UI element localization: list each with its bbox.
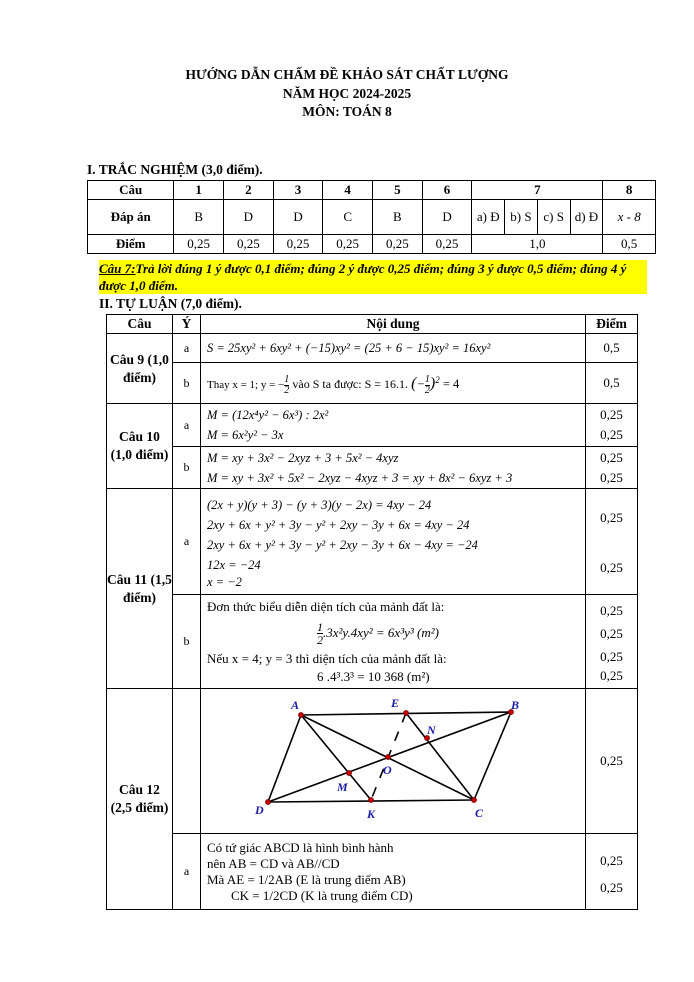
q9-a-score: 0,5 — [586, 334, 638, 363]
score: 0,25 — [600, 509, 623, 525]
header-item: Ý — [173, 315, 201, 334]
item-a: a — [173, 334, 201, 363]
score-cell: 1,0 — [472, 235, 603, 254]
q10-b-line1: M = xy + 3x² − 2xyz + 3 + 5x² − 4xyz — [207, 450, 399, 465]
score: 0,25 — [600, 449, 623, 465]
q9-label: Câu 9 (1,0 điểm) — [107, 334, 173, 404]
q9-b-content: Thay x = 1; y = − $\frac{1}{2}$ vào S ta được: S = 16.1. (− $\frac{1}{2}$ )$^2$ = 4 — [201, 363, 586, 404]
q11-a-line: 2xy + 6x + y² + 3y − y² + 2xy − 3y + 6x = 4xy − 24 — [207, 517, 470, 532]
q10-a-line1: M = (12x⁴y² − 6x³) : 2x² — [207, 408, 329, 422]
q9-b-suffix: = 4 — [442, 377, 460, 392]
parallelogram-figure — [201, 689, 586, 829]
score-cell: 0,25 — [273, 235, 323, 254]
q11-a-line: (2x + y)(y + 3) − (y + 3)(y − 2x) = 4xy − 24 — [207, 497, 432, 512]
score-cell: 0,25 — [224, 235, 274, 254]
score: 0,25 — [600, 649, 623, 664]
note-text: Trả lời đúng 1 ý được 0,1 điểm; đúng 2 ý được 0,25 điểm; đúng 3 ý được 0,5 điểm; đúng 4 ý được 1,0 điểm. — [99, 261, 627, 293]
answer-cell: C — [323, 200, 373, 235]
score-cell: 0,5 — [603, 235, 656, 254]
q7-scoring-note — [99, 260, 647, 294]
q12-a-line: nên AB = CD và AB//CD — [207, 855, 340, 871]
q10-label: Câu 10 (1,0 điểm) — [107, 404, 173, 489]
q12-label: Câu 12 (2,5 điểm) — [107, 689, 173, 910]
q9-b-score: 0,5 — [586, 363, 638, 404]
q12-a-line: Có tứ giác ABCD là hình bình hành — [207, 839, 394, 855]
item-b: b — [173, 595, 201, 689]
header-question: Câu — [107, 315, 173, 334]
score: 0,25 — [600, 668, 623, 683]
answer-cell: B — [174, 200, 224, 235]
q12-a-content — [201, 834, 586, 910]
q11-a-line: x = −2 — [207, 574, 242, 589]
segment-bc — [474, 712, 511, 800]
score: 0,25 — [600, 603, 623, 618]
score: 0,25 — [600, 626, 623, 641]
answer-cell: B — [373, 200, 423, 235]
q12-a-score — [586, 834, 638, 910]
item-empty — [173, 689, 201, 834]
q11-b-formula — [207, 616, 585, 650]
frac-den: 2 — [424, 385, 430, 397]
question-number: 6 — [422, 181, 472, 200]
q10-a-content — [201, 404, 586, 447]
multiple-choice-table — [87, 180, 656, 254]
q8-answer: x - 8 — [603, 200, 656, 235]
score-cell: 0,25 — [373, 235, 423, 254]
question-number: 3 — [273, 181, 323, 200]
label-n: N — [427, 723, 436, 737]
score: 0,25 — [600, 469, 623, 485]
label-o: O — [383, 763, 392, 777]
fraction — [284, 375, 289, 396]
essay-answer-table — [106, 314, 638, 910]
q9-b-mid: vào S ta được: S = 16.1. — [292, 377, 409, 392]
question-number: 2 — [224, 181, 274, 200]
frac-num: 1 — [317, 620, 323, 635]
q11-a-content — [201, 489, 586, 595]
item-a: a — [173, 489, 201, 595]
q10-a-score — [586, 404, 638, 447]
item-a: a — [173, 404, 201, 447]
doc-title-line2: NĂM HỌC 2024-2025 — [282, 86, 412, 101]
label-c: C — [475, 806, 484, 820]
q9-a-content: S = 25xy² + 6xy² + (−15)xy² = (25 + 6 − 15)xy² = 16xy² — [201, 334, 586, 363]
score: 0,25 — [600, 852, 623, 868]
q12-a-line: CK = 1/2CD (K là trung điểm CD) — [231, 887, 413, 903]
q10-a-line2: M = 6x²y² − 3x — [207, 428, 284, 442]
question-number: 4 — [323, 181, 373, 200]
question-number: 8 — [603, 181, 656, 200]
label-d: D — [255, 803, 264, 817]
answer-cell: D — [422, 200, 472, 235]
answer-cell: D — [273, 200, 323, 235]
q10-b-score — [586, 447, 638, 489]
q11-a-line: 2xy + 6x + y² + 3y − y² + 2xy − 3y + 6x − 4xy = −24 — [207, 537, 478, 552]
label-e: E — [391, 696, 400, 710]
label-b: B — [511, 698, 520, 712]
part1-heading: I. TRẮC NGHIỆM (3,0 điểm). — [87, 162, 263, 177]
item-b: b — [173, 363, 201, 404]
row-label-answer: Đáp án — [88, 200, 174, 235]
score: 0,25 — [600, 427, 623, 442]
question-number: 7 — [472, 181, 603, 200]
q12-figure-score: 0,25 — [586, 689, 638, 834]
score: 0,25 — [600, 407, 623, 422]
note-label: Câu 7: — [99, 261, 136, 276]
doc-title-line3: MÔN: TOÁN 8 — [302, 104, 392, 119]
q11-b-line: .3x²y.4xy² = 6x³y³ (m²) — [323, 624, 439, 640]
score: 0,25 — [600, 879, 623, 895]
part2-heading: II. TỰ LUẬN (7,0 điểm). — [99, 296, 242, 311]
q10-b-content — [201, 447, 586, 489]
q11-b-content — [201, 595, 586, 689]
q11-a-score — [586, 489, 638, 595]
answer-cell: D — [224, 200, 274, 235]
q12-figure-cell — [201, 689, 586, 834]
q11-b-line: 6 .4³.3³ = 10 368 (m²) — [317, 668, 430, 684]
q11-b-line: Đơn thức biểu diễn diện tích của mảnh đất là: — [207, 598, 445, 614]
segment-da — [268, 715, 301, 802]
score-cell: 0,25 — [323, 235, 373, 254]
q9-b-prefix: Thay x = 1; y = − — [207, 379, 285, 392]
item-b: b — [173, 447, 201, 489]
score-cell: 0,25 — [422, 235, 472, 254]
q11-a-line: 12x = −24 — [207, 557, 261, 572]
q12-a-line: Mà AE = 1/2AB (E là trung điểm AB) — [207, 871, 406, 887]
q7-sub-answer: d) Đ — [574, 209, 599, 224]
doc-title-line1: HƯỚNG DẪN CHẤM ĐỀ KHẢO SÁT CHẤT LƯỢNG — [185, 67, 509, 82]
label-k: K — [367, 807, 376, 821]
label-a: A — [291, 698, 300, 712]
q7-sub-answer: b) S — [510, 209, 532, 224]
frac-num: 1 — [424, 374, 430, 386]
q11-b-line: Nếu x = 4; y = 3 thì diện tích của mảnh đất là: — [207, 650, 447, 666]
label-m: M — [337, 780, 348, 794]
row-label-question: Câu — [88, 181, 174, 200]
frac-num: 1 — [284, 374, 290, 386]
header-score: Điểm — [586, 315, 638, 334]
frac-den: 2 — [317, 633, 323, 648]
score-cell: 0,25 — [174, 235, 224, 254]
q10-b-line2: M = xy + 3x² + 5x² − 2xyz − 4xyz + 3 = xy + 8x² − 6xyz + 3 — [207, 470, 513, 485]
q11-b-score — [586, 595, 638, 689]
q7-sub-answer: a) Đ — [476, 209, 500, 224]
segment-ec — [406, 713, 474, 800]
item-a: a — [173, 834, 201, 910]
frac-den: 2 — [284, 385, 290, 397]
question-number: 5 — [373, 181, 423, 200]
row-label-score: Điểm — [88, 235, 174, 254]
header-content: Nội dung — [201, 315, 586, 334]
score: 0,25 — [600, 559, 623, 575]
q7-sub-answer: c) S — [543, 209, 564, 224]
question-number: 1 — [174, 181, 224, 200]
segment-ak — [301, 715, 371, 800]
q11-label: Câu 11 (1,5 điểm) — [107, 489, 173, 689]
